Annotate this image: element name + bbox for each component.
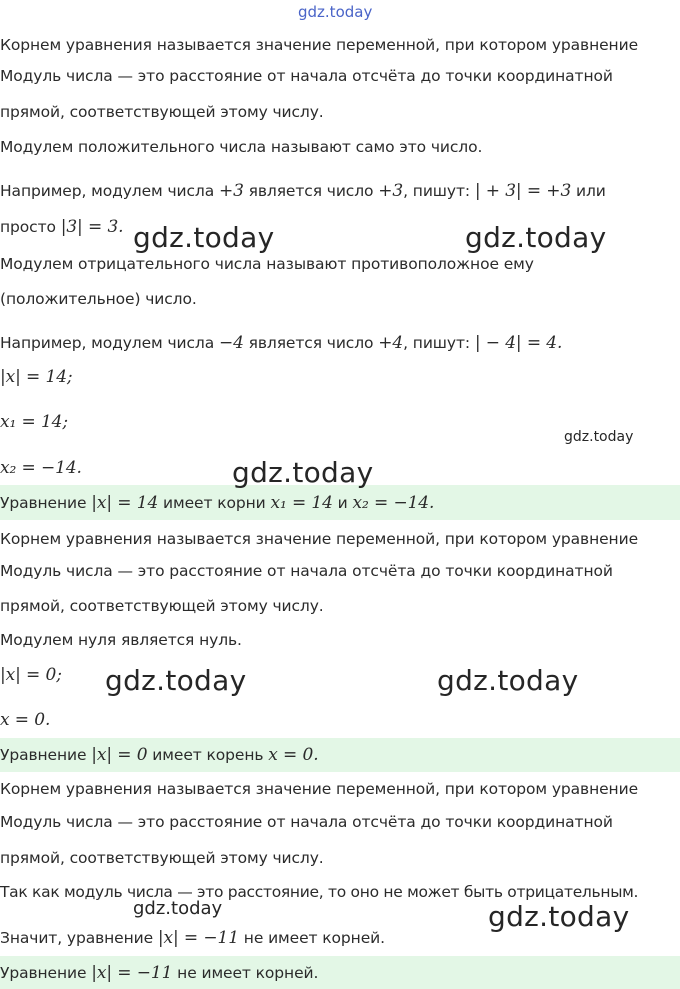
text: Например, модулем числа — [0, 334, 219, 352]
text: имеет корни — [158, 493, 271, 512]
text-line: Модуль числа — это расстояние от начала отсчёта до точки координатной — [0, 813, 613, 831]
math-expression: | − 4| = 4. — [474, 333, 563, 353]
text-line — [0, 217, 123, 237]
answer-line — [0, 493, 434, 513]
answer-line — [0, 745, 319, 765]
text-line: Корнем уравнения называется значение переменной, при котором уравнение — [0, 36, 638, 54]
text-line: Модулем положительного числа называют само это число. — [0, 138, 483, 156]
text: Значит, уравнение — [0, 929, 158, 947]
math-expression: x = 0. — [268, 745, 319, 765]
text: и — [332, 493, 353, 512]
text-line: прямой, соответствующей этому числу. — [0, 103, 324, 121]
text: , пишут: — [403, 334, 475, 352]
math-expression: x₂ = −14. — [352, 492, 435, 513]
text-line: Так как модуль числа — это расстояние, то оно не может быть отрицательным. — [0, 883, 639, 901]
math-line: |x| = 14; — [0, 367, 73, 387]
text: не имеет корней. — [238, 929, 385, 947]
answer-line — [0, 963, 318, 983]
math-line: |x| = 0; — [0, 665, 62, 685]
text-line: Модуль числа — это расстояние от начала отсчёта до точки координатной — [0, 562, 613, 580]
text: Уравнение — [0, 746, 92, 764]
math-expression: |3| = 3. — [60, 217, 124, 237]
watermark: gdz.today — [232, 456, 374, 489]
text-line — [0, 181, 606, 201]
math-line: x = 0. — [0, 710, 51, 730]
watermark: gdz.today — [133, 898, 223, 919]
math-expression: |x| = 0 — [91, 745, 148, 765]
math-expression: |x| = 14 — [91, 492, 159, 513]
text-line: Модулем нуля является нуль. — [0, 631, 242, 649]
text: не имеет корней. — [172, 963, 319, 982]
text-line — [0, 333, 562, 353]
text: Уравнение — [0, 963, 92, 982]
answer-highlight — [0, 738, 680, 772]
text-line: прямой, соответствующей этому числу. — [0, 849, 324, 867]
math-expression: | + 3| = +3 — [474, 181, 572, 201]
text: , пишут: — [403, 182, 475, 200]
answer-highlight — [0, 485, 680, 520]
text-line: (положительное) число. — [0, 290, 197, 308]
math-line: x₂ = −14. — [0, 458, 82, 478]
text: просто — [0, 218, 61, 236]
watermark: gdz.today — [133, 221, 275, 254]
text: является число — [243, 334, 379, 352]
text: или — [571, 182, 606, 200]
text: Например, модулем числа — [0, 182, 219, 200]
math-expression: |x| = −11 — [157, 928, 239, 948]
math-expression: +4 — [378, 333, 404, 353]
watermark: gdz.today — [465, 221, 607, 254]
text-line: Модуль числа — это расстояние от начала отсчёта до точки координатной — [0, 67, 613, 85]
text: Уравнение — [0, 493, 92, 512]
watermark-top: gdz.today — [298, 3, 373, 21]
watermark: gdz.today — [564, 429, 634, 445]
math-expression: +3 — [378, 181, 404, 201]
answer-highlight — [0, 956, 680, 989]
math-expression: |x| = −11 — [91, 962, 173, 983]
text-line: Корнем уравнения называется значение переменной, при котором уравнение — [0, 530, 638, 548]
math-expression: +3 — [218, 181, 244, 201]
text-line: прямой, соответствующей этому числу. — [0, 597, 324, 615]
text-line — [0, 928, 385, 948]
watermark: gdz.today — [488, 900, 630, 933]
watermark: gdz.today — [105, 664, 247, 697]
text: является число — [243, 182, 379, 200]
math-line: x₁ = 14; — [0, 412, 69, 432]
watermark: gdz.today — [437, 664, 579, 697]
text-line: Модулем отрицательного числа называют противоположное ему — [0, 255, 534, 273]
text: имеет корень — [147, 746, 269, 764]
text-line: Корнем уравнения называется значение переменной, при котором уравнение — [0, 780, 638, 798]
math-expression: −4 — [218, 333, 244, 353]
math-expression: x₁ = 14 — [270, 492, 333, 513]
